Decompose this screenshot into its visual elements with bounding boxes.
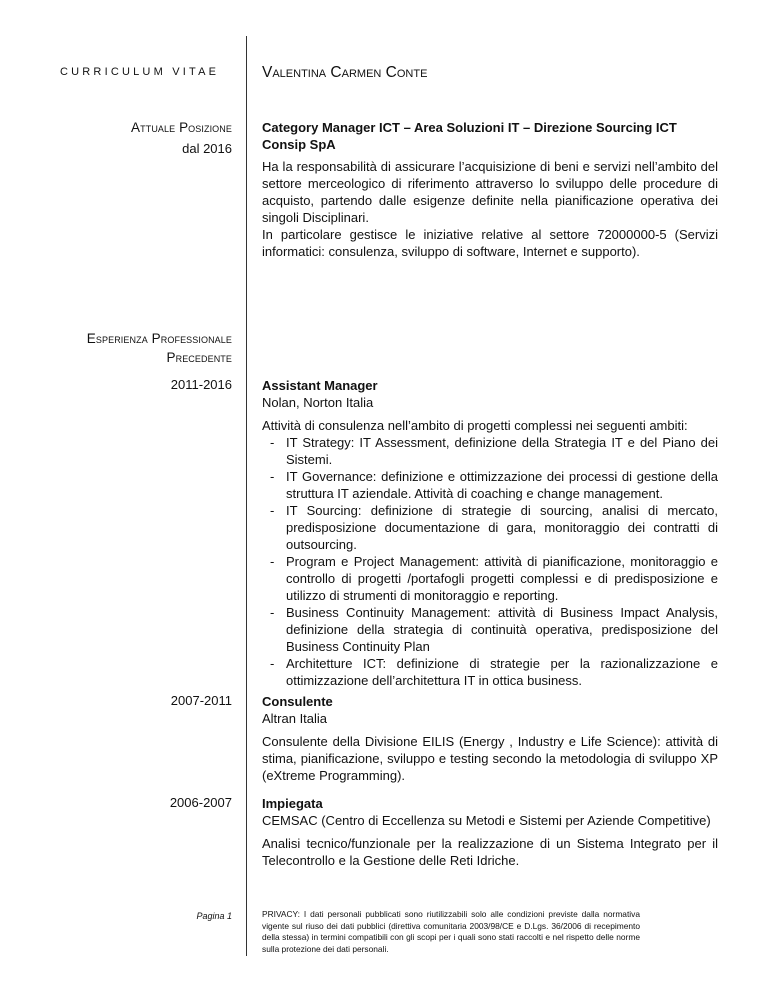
job-entry: [262, 377, 718, 689]
job-role: Impiegata: [262, 796, 323, 811]
job-company: Altran Italia: [262, 711, 328, 726]
section-current-position: Attuale Posizione: [131, 120, 232, 135]
job-description: Analisi tecnico/funzionale per la realizzazione di un Sistema Integrato per il Telecontrollo e la Gestione delle Reti Idriche.: [262, 836, 718, 868]
current-description-2: In particolare gestisce le iniziative relative al settore 72000000-5 (Servizi informatici: consulenza, sviluppo di software, Internet e supporto).: [262, 227, 718, 259]
vertical-divider: [246, 36, 247, 956]
current-company: Consip SpA: [262, 137, 336, 152]
current-role: Category Manager ICT – Area Soluzioni IT – Direzione Sourcing ICT: [262, 120, 677, 135]
privacy-note: PRIVACY: I dati personali pubblicati sono riutilizzabili solo alle condizioni previste dalla normativa vigente sul riuso dei dati pubblici (direttiva comunitaria 2003/98/CE e D.Lgs. 36/2006 di recepimento della stessa) in termini compatibili con gli scopi per i quali sono stati raccolti e nel rispetto delle norme sulla protezione dei dati personali.: [262, 909, 640, 954]
section-previous-experience-line2: Precedente: [166, 350, 232, 365]
job-company: CEMSAC (Centro di Eccellenza su Metodi e Sistemi per Aziende Competitive): [262, 813, 711, 828]
current-position-block: [262, 119, 718, 260]
list-item: - Architetture ICT: definizione di strategie per la razionalizzazione e ottimizzazione dell’architettura IT in ottica business.: [262, 655, 718, 689]
job-bullet-list: [262, 434, 718, 689]
job-company: Nolan, Norton Italia: [262, 395, 374, 410]
section-previous-experience: [87, 331, 232, 365]
page-number: Pagina 1: [196, 911, 232, 921]
job-date: 2011-2016: [170, 377, 232, 392]
job-role: Assistant Manager: [262, 378, 378, 393]
list-item: - Program e Project Management: attività di pianificazione, monitoraggio e controllo di progetti /portafogli progetti complessi e di predisposizione e utilizzo di strumenti di monitoraggio e reporting.: [262, 553, 718, 604]
section-previous-experience-line1: Esperienza Professionale: [86, 331, 232, 346]
job-date: 2006-2007: [169, 795, 232, 810]
list-item: - IT Sourcing: definizione di strategie di sourcing, analisi di mercato, predisposizione documentazione di gara, monitoraggio dei contratti di outsourcing.: [262, 502, 718, 553]
job-description: Consulente della Divisione EILIS (Energy , Industry e Life Science): attività di stima, pianificazione, sviluppo e testing secondo la metodologia di sviluppo XP (eXtreme Programming).: [262, 734, 718, 783]
job-date: 2007-2011: [170, 693, 232, 708]
job-entry: [262, 795, 718, 869]
list-item: - Business Continuity Management: attività di Business Impact Analysis, definizione della strategia di continuità operativa, predisposizione del Business Continuity Plan: [262, 604, 718, 655]
job-role: Consulente: [262, 694, 333, 709]
job-entry: [262, 693, 718, 784]
cv-label: CURRICULUM VITAE: [60, 66, 220, 78]
current-description: Ha la responsabilità di assicurare l’acquisizione di beni e servizi nell’ambito del settore merceologico di riferimento attraverso lo sviluppo delle procedure di acquisto, partendo dalle esigenze definite nella pianificazione operativa dei singoli Disciplinari.: [262, 159, 718, 225]
list-item: - IT Governance: definizione e ottimizzazione dei processi di gestione della struttura IT aziendale. Attività di coaching e change management.: [262, 468, 718, 502]
current-position-date: dal 2016: [182, 141, 232, 156]
candidate-name: Valentina Carmen Conte: [262, 64, 428, 81]
list-item: - IT Strategy: IT Assessment, definizione della Strategia IT e del Piano dei Sistemi.: [262, 434, 718, 468]
job-intro: Attività di consulenza nell’ambito di progetti complessi nei seguenti ambiti:: [262, 418, 688, 433]
